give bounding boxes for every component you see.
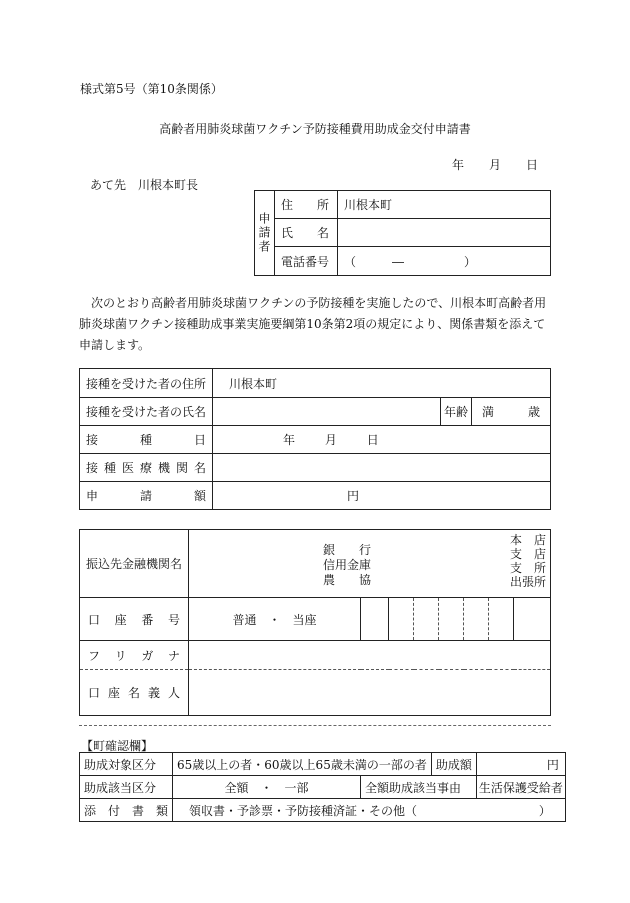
bank-table — [79, 529, 551, 716]
attach-close: ） — [538, 803, 551, 818]
grant-label: 助成額 — [431, 753, 476, 776]
attach-field[interactable] — [173, 799, 566, 822]
clinic-label: 接 種 医 療 機 関 名 — [80, 454, 213, 482]
attach-value: 領収書・予診票・予防接種済証・その他（ — [189, 803, 418, 818]
furigana-field[interactable] — [189, 641, 551, 670]
vaccinee-name-label: 接種を受けた者の氏名 — [80, 398, 213, 426]
institution-label: 振込先金融機関名 — [80, 530, 189, 598]
category-value[interactable]: 全額 ・ 一部 — [173, 776, 361, 799]
applicant-label: 申請者 — [255, 191, 275, 276]
form-title: 高齢者用肺炎球菌ワクチン予防接種費用助成金交付申請書 — [159, 122, 471, 136]
vaccinee-name-field[interactable] — [213, 398, 441, 426]
account-digit-1[interactable] — [361, 598, 389, 641]
clinic-field[interactable] — [213, 454, 551, 482]
account-number-label: 口 座 番 号 — [80, 598, 189, 641]
vaccinee-address-field[interactable]: 川根本町 — [213, 369, 551, 398]
vaccination-table — [79, 368, 551, 510]
target-label: 助成対象区分 — [80, 753, 173, 776]
holder-field[interactable] — [189, 670, 551, 716]
grant-field[interactable] — [476, 753, 565, 776]
account-digit-6[interactable] — [489, 598, 514, 641]
account-digit-7[interactable] — [514, 598, 551, 641]
age-prefix: 満 — [482, 405, 495, 419]
vaccination-date-label — [80, 426, 213, 454]
account-digit-3[interactable] — [414, 598, 439, 641]
body-text: 次のとおり高齢者用肺炎球菌ワクチンの予防接種を実施したので、川根本町高齢者用肺炎球菌ワクチン接種助成事業実施要綱第10条第2項の規定により、関係書類を添えて申請します。 — [79, 296, 547, 352]
date-month: 月 — [324, 433, 337, 447]
institution-field[interactable] — [189, 530, 551, 598]
amount-field[interactable] — [213, 482, 551, 510]
full-reason-label: 全額助成該当事由 — [361, 776, 477, 799]
furigana-label: フ リ ガ ナ — [80, 641, 189, 670]
holder-label: 口 座 名 義 人 — [80, 670, 189, 716]
age-suffix: 歳 — [527, 405, 540, 419]
attach-label: 添 付 書 類 — [80, 799, 173, 822]
addressee: あて先 川根本町長 — [90, 178, 199, 192]
age-label: 年齢 — [441, 398, 472, 426]
institution-types: 銀 行 信用金庫 農 協 — [323, 543, 372, 587]
date-day-label: 日 — [526, 158, 539, 172]
town-section-label: 【町確認欄】 — [81, 739, 154, 753]
name-label: 氏 名 — [275, 219, 338, 247]
date-month-label: 月 — [489, 158, 502, 172]
account-digit-2[interactable] — [389, 598, 414, 641]
grant-unit: 円 — [546, 757, 559, 772]
applicant-phone-field[interactable]: （ ― ） — [338, 247, 551, 276]
branch-types: 本 店 支 店 支 所 出張所 — [509, 533, 546, 589]
vaccinee-address-label: 接種を受けた者の住所 — [80, 369, 213, 398]
address-label: 住 所 — [275, 191, 338, 219]
target-value[interactable]: 65歳以上の者・60歳以上65歳未満の一部の者 — [173, 753, 432, 776]
account-digit-4[interactable] — [439, 598, 464, 641]
date-year: 年 — [283, 433, 296, 447]
form-number: 様式第5号（第10条関係） — [80, 82, 223, 96]
applicant-table — [254, 190, 551, 276]
vaccination-date-label-text: 接 種 日 — [86, 433, 207, 447]
account-type-field[interactable]: 普通 ・ 当座 — [189, 598, 361, 641]
date-year-label: 年 — [452, 158, 465, 172]
applicant-address-field[interactable]: 川根本町 — [338, 191, 551, 219]
account-digit-5[interactable] — [464, 598, 489, 641]
age-field[interactable] — [472, 398, 551, 426]
town-table — [79, 752, 566, 822]
date-day: 日 — [366, 433, 379, 447]
amount-label: 申 請 額 — [80, 482, 213, 510]
section-divider — [79, 725, 551, 726]
vaccination-date-field[interactable] — [213, 426, 551, 454]
amount-unit: 円 — [347, 489, 360, 503]
category-label: 助成該当区分 — [80, 776, 173, 799]
phone-label: 電話番号 — [275, 247, 338, 276]
applicant-name-field[interactable] — [338, 219, 551, 247]
full-reason-value[interactable]: 生活保護受給者 — [476, 776, 565, 799]
